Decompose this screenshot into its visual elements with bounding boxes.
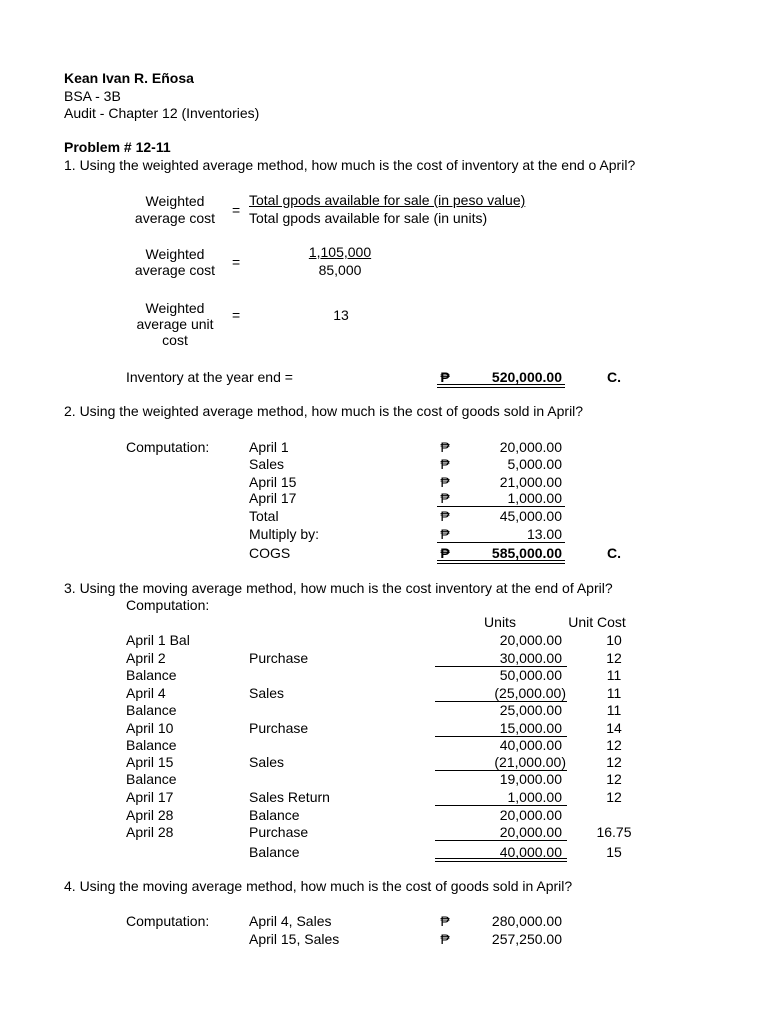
q3-row-cost: 12 [606,789,622,805]
question-4: 4. Using the moving average method, how much is the cost of goods sold in April? [64,878,573,894]
q2-row-label: April 17 [249,490,297,506]
q3-row-date: April 17 [126,789,174,805]
peso-sign: ₱ [440,508,450,524]
computation-label: Computation: [126,597,210,613]
q3-row-date: April 2 [126,650,166,666]
student-name: Kean Ivan R. Eñosa [64,70,194,86]
q3-row-date: April 4 [126,685,166,701]
peso-sign: ₱ [440,545,450,561]
q3-row-desc: Purchase [249,720,309,736]
formula3-value: 13 [333,307,349,323]
q3-row-units: 15,000.00 [499,720,562,736]
q2-row-value: 1,000.00 [507,490,562,506]
subtotal-line [435,805,567,806]
q3-row-desc: Purchase [249,824,309,840]
peso-sign: ₱ [440,474,450,490]
subtotal-line [437,506,565,507]
peso-sign: ₱ [440,369,450,385]
peso-sign: ₱ [440,439,450,455]
q3-row-desc: Balance [249,807,300,823]
q2-row-value: 13.00 [526,526,562,542]
formula1-label-line2: average cost [134,210,216,226]
q3-row-units: 20,000.00 [499,807,562,823]
formula2-label-line2: average cost [134,262,216,278]
answer-2: C. [607,545,621,561]
q3-row-cost: 12 [606,650,622,666]
q3-row-date: Balance [126,737,177,753]
q2-row-label: Multiply by: [249,526,320,542]
units-header: Units [484,614,516,630]
q2-row-value: 45,000.00 [499,508,562,524]
q3-row-desc: Sales [249,685,285,701]
double-underline-bottom [437,563,565,564]
question-3: 3. Using the moving average method, how much is the cost inventory at the end of April? [64,580,613,596]
formula2-equals: = [232,254,241,270]
question-2: 2. Using the weighted average method, how much is the cost of goods sold in April? [64,403,584,419]
double-underline-bottom [435,861,567,862]
q3-row-units: 20,000.00 [499,824,562,840]
q3-row-cost: 16.75 [596,824,632,840]
q4-row-label: April 4, Sales [249,913,332,929]
q3-row-desc: Purchase [249,650,309,666]
double-underline-bottom [437,387,565,388]
q2-row-label: April 1 [249,439,289,455]
peso-sign: ₱ [440,526,450,542]
q3-row-date: April 10 [126,720,174,736]
q2-row-label: April 15 [249,474,297,490]
q3-row-units: 40,000.00 [499,844,562,860]
q4-row-value: 257,250.00 [491,931,562,947]
subtotal-line [437,542,565,543]
q2-row-value: 20,000.00 [499,439,562,455]
double-underline-top [437,384,565,385]
q2-row-label: Total [249,508,279,524]
formula1-denominator: Total gpods available for sale (in units) [249,210,488,226]
q3-row-units: 1,000.00 [507,789,562,805]
computation-label: Computation: [126,439,210,455]
q3-row-cost: 12 [606,771,622,787]
subject-title: Audit - Chapter 12 (Inventories) [64,105,260,121]
inventory-year-end-label: Inventory at the year end = [126,369,293,385]
q3-row-units: 50,000.00 [499,667,562,683]
computation-label: Computation: [126,913,210,929]
problem-title: Problem # 12-11 [64,139,171,155]
q2-row-value: 21,000.00 [499,474,562,490]
peso-sign: ₱ [440,490,450,506]
double-underline-top [435,858,567,859]
q3-row-cost: 15 [606,844,622,860]
formula2-label-line1: Weighted [145,246,205,262]
q3-row-date: Balance [126,702,177,718]
formula3-equals: = [232,307,241,323]
formula3-label-line2: average unit [136,316,214,332]
inventory-year-end-value: 520,000.00 [491,369,562,385]
formula3-label-line1: Weighted [145,300,205,316]
peso-sign: ₱ [440,931,450,947]
q3-row-cost: 11 [606,702,622,718]
answer-1: C. [607,369,621,385]
q3-row-date: Balance [126,771,177,787]
formula1-label-line1: Weighted [145,193,205,209]
q3-row-cost: 11 [606,667,622,683]
formula1-numerator: Total gpods available for sale (in peso value) [249,192,526,208]
formula1-equals: = [232,202,241,218]
q3-row-cost: 12 [606,754,622,770]
q3-row-units: (25,000.00) [494,685,566,701]
q3-row-units: 30,000.00 [499,650,562,666]
formula2-numerator: 1,105,000 [308,244,372,260]
unit-cost-header: Unit Cost [568,614,626,630]
double-underline-top [437,560,565,561]
q4-row-value: 280,000.00 [491,913,562,929]
q3-row-date: April 15 [126,754,174,770]
q3-row-date: April 28 [126,807,174,823]
q3-row-date: Balance [126,667,177,683]
q3-row-units: 40,000.00 [499,737,562,753]
formula3-label-line3: cost [162,332,188,348]
q3-row-units: 25,000.00 [499,702,562,718]
q3-row-units: 19,000.00 [499,771,562,787]
q3-row-cost: 14 [606,720,622,736]
q2-row-value: 5,000.00 [507,456,562,472]
student-section: BSA - 3B [64,88,121,104]
q3-row-cost: 11 [606,685,622,701]
question-1: 1. Using the weighted average method, how much is the cost of inventory at the end o April? [64,157,636,173]
q2-row-label: COGS [249,545,291,561]
subtotal-line [435,840,567,841]
formula2-denominator: 85,000 [318,262,362,278]
q2-row-label: Sales [249,456,285,472]
q3-row-desc: Sales [249,754,285,770]
q3-row-desc: Sales Return [249,789,330,805]
q3-row-cost: 10 [606,632,622,648]
q3-row-units: (21,000.00) [494,754,566,770]
q3-row-date: April 28 [126,824,174,840]
q3-row-cost: 12 [606,737,622,753]
q3-row-desc: Balance [249,844,300,860]
peso-sign: ₱ [440,913,450,929]
q4-row-label: April 15, Sales [249,931,340,947]
cogs-value: 585,000.00 [491,545,562,561]
peso-sign: ₱ [440,456,450,472]
q3-row-date: April 1 Bal [126,632,190,648]
q3-row-units: 20,000.00 [499,632,562,648]
